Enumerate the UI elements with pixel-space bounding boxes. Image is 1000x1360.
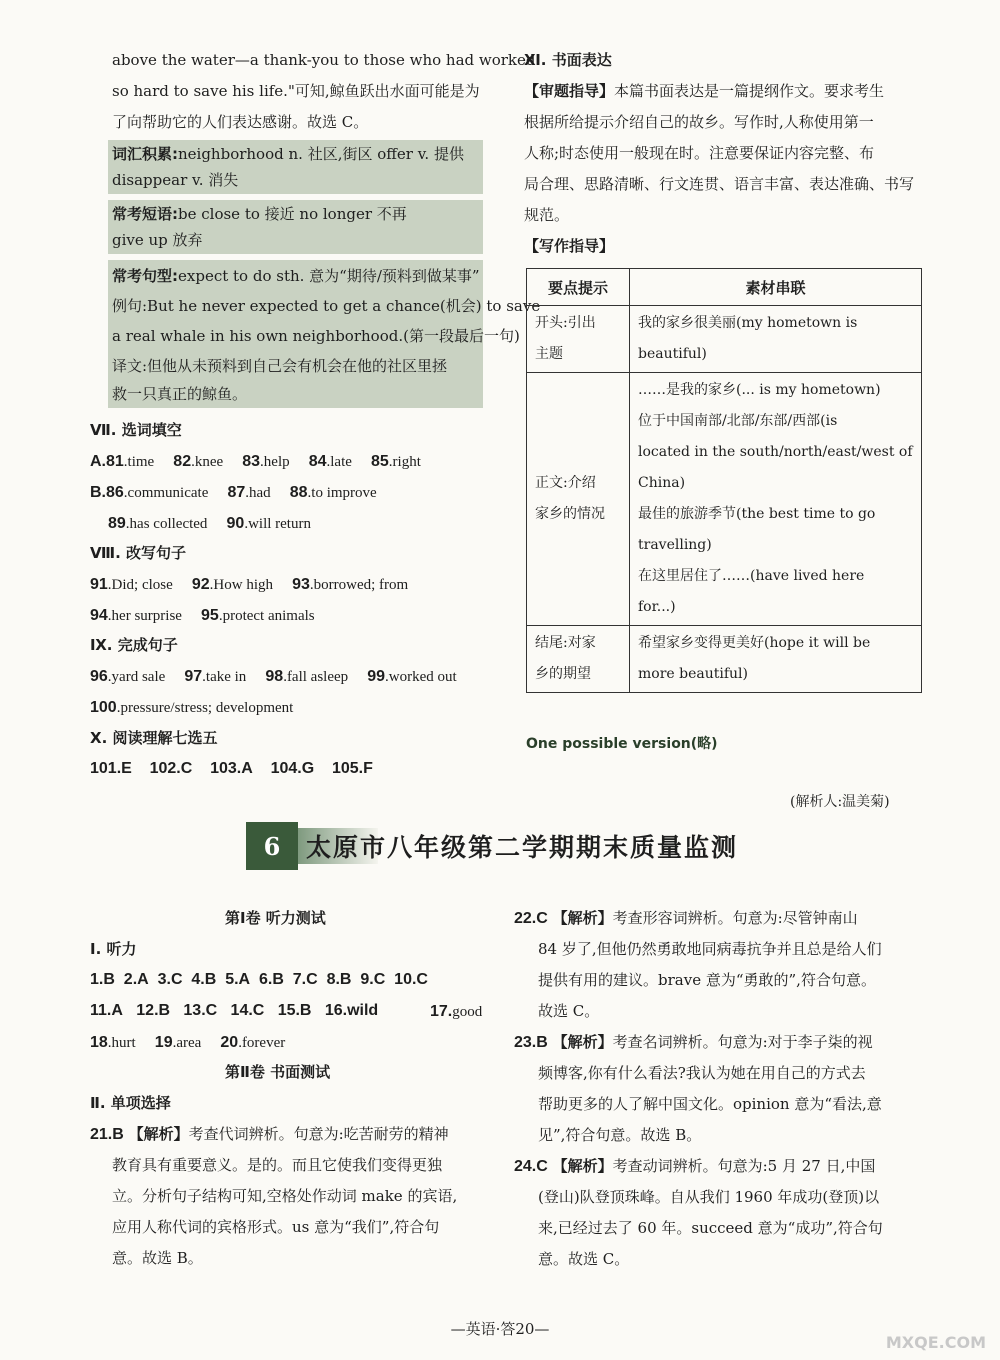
row-key: 主题 <box>535 346 563 362</box>
answer-number: 98 <box>265 668 284 685</box>
answer-item: 16.wild <box>324 1002 379 1019</box>
exam-number: 6 <box>246 822 298 870</box>
analysis-line: 考查形容词辨析。句意为:尽管钟南山 <box>612 909 858 927</box>
question-number: 22.C <box>514 910 548 927</box>
answer-row <box>90 1032 285 1053</box>
analysis-line: 意。故选 C。 <box>538 1250 630 1268</box>
exam-banner <box>246 818 786 874</box>
phrase-box <box>108 200 483 254</box>
possible-version: One possible version(略) <box>526 736 718 752</box>
sentence-label: 常考句型: <box>112 267 178 285</box>
section-title: Ⅺ. 书面表达 <box>524 51 612 69</box>
analysis-line: 教育具有重要意义。是的。而且它使我们变得更独 <box>112 1156 443 1174</box>
analysis-line: 故选 C。 <box>538 1002 600 1020</box>
answer-item: 105.F <box>331 760 373 777</box>
answer-text: .Did; close <box>107 577 173 593</box>
answer-item: 2.A <box>123 971 149 988</box>
answer-row <box>90 482 377 503</box>
row-value: for...) <box>638 599 676 615</box>
analysis-line: 帮助更多的人了解中国文化。opinion 意为“看法,意 <box>538 1095 882 1113</box>
answer-number: 18 <box>90 1034 108 1051</box>
answer-text: .had <box>245 485 271 501</box>
answer-text: .her surprise <box>107 608 182 624</box>
analysis-tag: 【解析】 <box>552 1157 613 1175</box>
vocab-line: disappear v. 消失 <box>112 171 239 189</box>
vocab-box <box>108 140 483 194</box>
analysis-line: 应用人称代词的宾格形式。us 意为“我们”,符合句 <box>112 1218 440 1236</box>
answer-text: .right <box>388 454 421 470</box>
row-value: located in the south/north/east/west of <box>638 444 913 460</box>
row-key: 结尾:对家 <box>535 635 596 651</box>
answer-row <box>108 513 311 534</box>
exam-title: 太原市八年级第二学期期末质量监测 <box>306 833 739 862</box>
answer-number: 100 <box>90 699 117 716</box>
row-value: travelling) <box>638 537 712 553</box>
part-title: 第Ⅰ卷 听力测试 <box>225 909 326 927</box>
answer-text: .will return <box>244 516 311 532</box>
analysis-line: 提供有用的建议。brave 意为“勇敢的”,符合句意。 <box>538 971 876 989</box>
analysis-line: 意。故选 B。 <box>112 1249 203 1267</box>
answer-text: .take in <box>202 669 247 685</box>
phrase-label: 常考短语: <box>112 205 178 223</box>
answer-item: 8.B <box>326 971 352 988</box>
analysis-line: 来,已经过去了 60 年。succeed 意为“成功”,符合句 <box>538 1219 883 1237</box>
answer-text: .How high <box>209 577 274 593</box>
answer-number: 20 <box>220 1034 239 1051</box>
table-row <box>527 306 922 373</box>
row-value: 最佳的旅游季节(the best time to go <box>638 506 876 522</box>
sentence-line: 例句:But he never expected to get a chance(机会) to save <box>112 297 541 315</box>
answer-number: 91 <box>90 576 108 593</box>
answer-row <box>90 574 408 595</box>
author-note: (解析人:温美菊) <box>790 794 890 810</box>
analysis-line: (登山)队登顶珠峰。自从我们 1960 年成功(登顶)以 <box>538 1188 880 1206</box>
analysis-tag: 【解析】 <box>552 1033 613 1051</box>
answer-number: 84 <box>308 453 327 470</box>
answer-text: .area <box>172 1035 202 1051</box>
phrase-line: give up 放弃 <box>112 231 203 249</box>
answer-item: 6.B <box>258 971 284 988</box>
section-title: Ⅱ. 单项选择 <box>90 1094 171 1112</box>
answer-item: 3.C <box>157 971 183 988</box>
answer-text: .fall asleep <box>283 669 349 685</box>
answer-item: 11.A <box>90 1002 123 1019</box>
row-value: 在这里居住了……(have lived here <box>638 568 865 584</box>
writing-label: 【写作指导】 <box>524 237 615 255</box>
answer-number: 97 <box>184 668 203 685</box>
section-title: Ⅰ. 听力 <box>90 940 137 958</box>
table-row <box>527 373 922 626</box>
section-title: Ⅷ. 改写句子 <box>90 544 187 562</box>
answer-number: A.81 <box>90 453 124 470</box>
answer-text: .pressure/stress; development <box>116 700 294 716</box>
sentence-box <box>108 260 541 408</box>
answer-item: 7.C <box>292 971 318 988</box>
sentence-line: 译文:但他从未预料到自己会有机会在他的社区里拯 <box>112 357 448 375</box>
answer-text: .knee <box>191 454 224 470</box>
analysis-line: 考查动词辨析。句意为:5 月 27 日,中国 <box>612 1157 876 1175</box>
passage-line: 了向帮助它的人们表达感谢。故选 C。 <box>112 113 369 131</box>
row-value: beautiful) <box>638 346 707 362</box>
answer-number: 99 <box>367 668 386 685</box>
answer-item: 104.G <box>270 760 315 777</box>
row-value: 希望家乡变得更美好(hope it will be <box>638 635 871 651</box>
watermark: MXQE.COM <box>885 1333 986 1352</box>
question-number: 23.B <box>514 1034 548 1051</box>
answer-number: 90 <box>226 515 245 532</box>
phrase-line: be close to 接近 no longer 不再 <box>178 205 407 223</box>
analysis-line: 见”,符合句意。故选 B。 <box>538 1126 702 1144</box>
guide-line: 规范。 <box>524 206 570 224</box>
table-header: 要点提示 <box>527 269 630 306</box>
answer-text: .to improve <box>307 485 377 501</box>
analysis-line: 考查代词辨析。句意为:吃苦耐劳的精神 <box>188 1125 449 1143</box>
analysis-line: 84 岁了,但他仍然勇敢地同病毒抗争并且总是给人们 <box>538 940 882 958</box>
sentence-line: 救一只真正的鲸鱼。 <box>112 385 248 403</box>
row-key: 乡的期望 <box>535 666 591 682</box>
row-value: ……是我的家乡(... is my hometown) <box>638 382 881 398</box>
row-value: China) <box>638 475 686 491</box>
answer-number: 88 <box>289 484 308 501</box>
table-header: 素材串联 <box>630 269 922 306</box>
answer-text: .borrowed; from <box>309 577 409 593</box>
answer-text: .late <box>326 454 352 470</box>
guide-line: 人称;时态使用一般现在时。注意要保证内容完整、布 <box>524 144 875 162</box>
page-footer: —英语·答20— <box>450 1320 550 1338</box>
answer-item: 102.C <box>149 760 193 777</box>
section-title: Ⅹ. 阅读理解七选五 <box>90 729 218 747</box>
answer-item: 4.B <box>191 971 217 988</box>
answer-item: 101.E <box>90 760 132 777</box>
answer-item: 14.C <box>230 1002 265 1019</box>
answer-row <box>90 451 421 472</box>
answer-number: 87 <box>227 484 246 501</box>
guide-label: 【审题指导】 <box>524 82 615 100</box>
answer-item: 9.C <box>360 971 386 988</box>
answer-number: 83 <box>242 453 261 470</box>
answer-row <box>90 666 457 687</box>
question-number: 21.B <box>90 1126 124 1143</box>
answer-text: good <box>452 1004 483 1020</box>
answer-row <box>90 605 315 626</box>
answer-text: .protect animals <box>218 608 315 624</box>
row-key: 正文:介绍 <box>535 475 596 491</box>
answer-item: 12.B <box>136 1002 171 1019</box>
guide-line: 局合理、思路清晰、行文连贯、语言丰富、表达准确、书写 <box>524 175 915 193</box>
row-key: 家乡的情况 <box>535 506 605 522</box>
answer-text: .hurt <box>107 1035 136 1051</box>
sentence-line: a real whale in his own neighborhood.(第一段最后一句) <box>112 327 520 345</box>
writing-table <box>526 268 922 693</box>
answer-number: 95 <box>201 607 219 624</box>
answer-text: .worked out <box>385 669 457 685</box>
question-number: 24.C <box>514 1158 548 1175</box>
answer-number: 89 <box>108 515 126 532</box>
vocab-label: 词汇积累: <box>112 145 178 163</box>
row-key: 开头:引出 <box>535 315 596 331</box>
answer-item: 103.A <box>210 760 253 777</box>
analysis-line: 立。分析句子结构可知,空格处作动词 make 的宾语, <box>112 1187 458 1205</box>
answer-number: 19 <box>154 1034 173 1051</box>
analysis-tag: 【解析】 <box>552 909 613 927</box>
analysis-line: 考查名词辨析。句意为:对于李子柒的视 <box>612 1033 873 1051</box>
answer-item: 5.A <box>225 971 251 988</box>
guide-line: 本篇书面表达是一篇提纲作文。要求考生 <box>614 82 885 100</box>
row-value: 位于中国南部/北部/东部/西部(is <box>638 413 838 429</box>
answer-row <box>430 1001 482 1022</box>
table-row <box>527 626 922 693</box>
answer-text: .time <box>123 454 155 470</box>
answer-number: 92 <box>191 576 210 593</box>
analysis-tag: 【解析】 <box>128 1125 189 1143</box>
answer-item: 15.B <box>277 1002 312 1019</box>
answer-number: 94 <box>90 607 108 624</box>
passage-line: so hard to save his life."可知,鲸鱼跃出水面可能是为 <box>112 82 480 100</box>
answer-item: 1.B <box>90 971 115 988</box>
row-value: 我的家乡很美丽(my hometown is <box>638 315 858 331</box>
answer-number: 85 <box>370 453 389 470</box>
answer-text: .has collected <box>125 516 208 532</box>
answer-row <box>90 970 428 990</box>
answer-row <box>90 1001 378 1021</box>
answer-item: 10.C <box>394 971 428 988</box>
part-title: 第Ⅱ卷 书面测试 <box>225 1063 331 1081</box>
answer-text: .communicate <box>123 485 209 501</box>
answer-item: 13.C <box>183 1002 218 1019</box>
answer-row <box>90 697 293 718</box>
answer-number: 82 <box>173 453 192 470</box>
guide-line: 根据所给提示介绍自己的故乡。写作时,人称使用第一 <box>524 113 874 131</box>
row-value: more beautiful) <box>638 666 748 682</box>
answer-number: 96 <box>90 668 108 685</box>
answer-number: 93 <box>292 576 310 593</box>
answer-text: .yard sale <box>107 669 166 685</box>
section-title: Ⅸ. 完成句子 <box>90 636 178 654</box>
passage-line: above the water—a thank-you to those who had worked <box>112 51 536 69</box>
answer-text: .help <box>260 454 290 470</box>
vocab-line: neighborhood n. 社区,街区 offer v. 提供 <box>178 145 464 163</box>
section-title: Ⅶ. 选词填空 <box>90 421 182 439</box>
sentence-line: expect to do sth. 意为“期待/预料到做某事” <box>178 267 480 285</box>
answer-number: B.86 <box>90 484 124 501</box>
analysis-line: 频博客,你有什么看法?我认为她在用自己的方式去 <box>538 1064 866 1082</box>
answer-row <box>90 759 373 779</box>
answer-number: 17. <box>430 1003 453 1020</box>
answer-text: .forever <box>238 1035 286 1051</box>
